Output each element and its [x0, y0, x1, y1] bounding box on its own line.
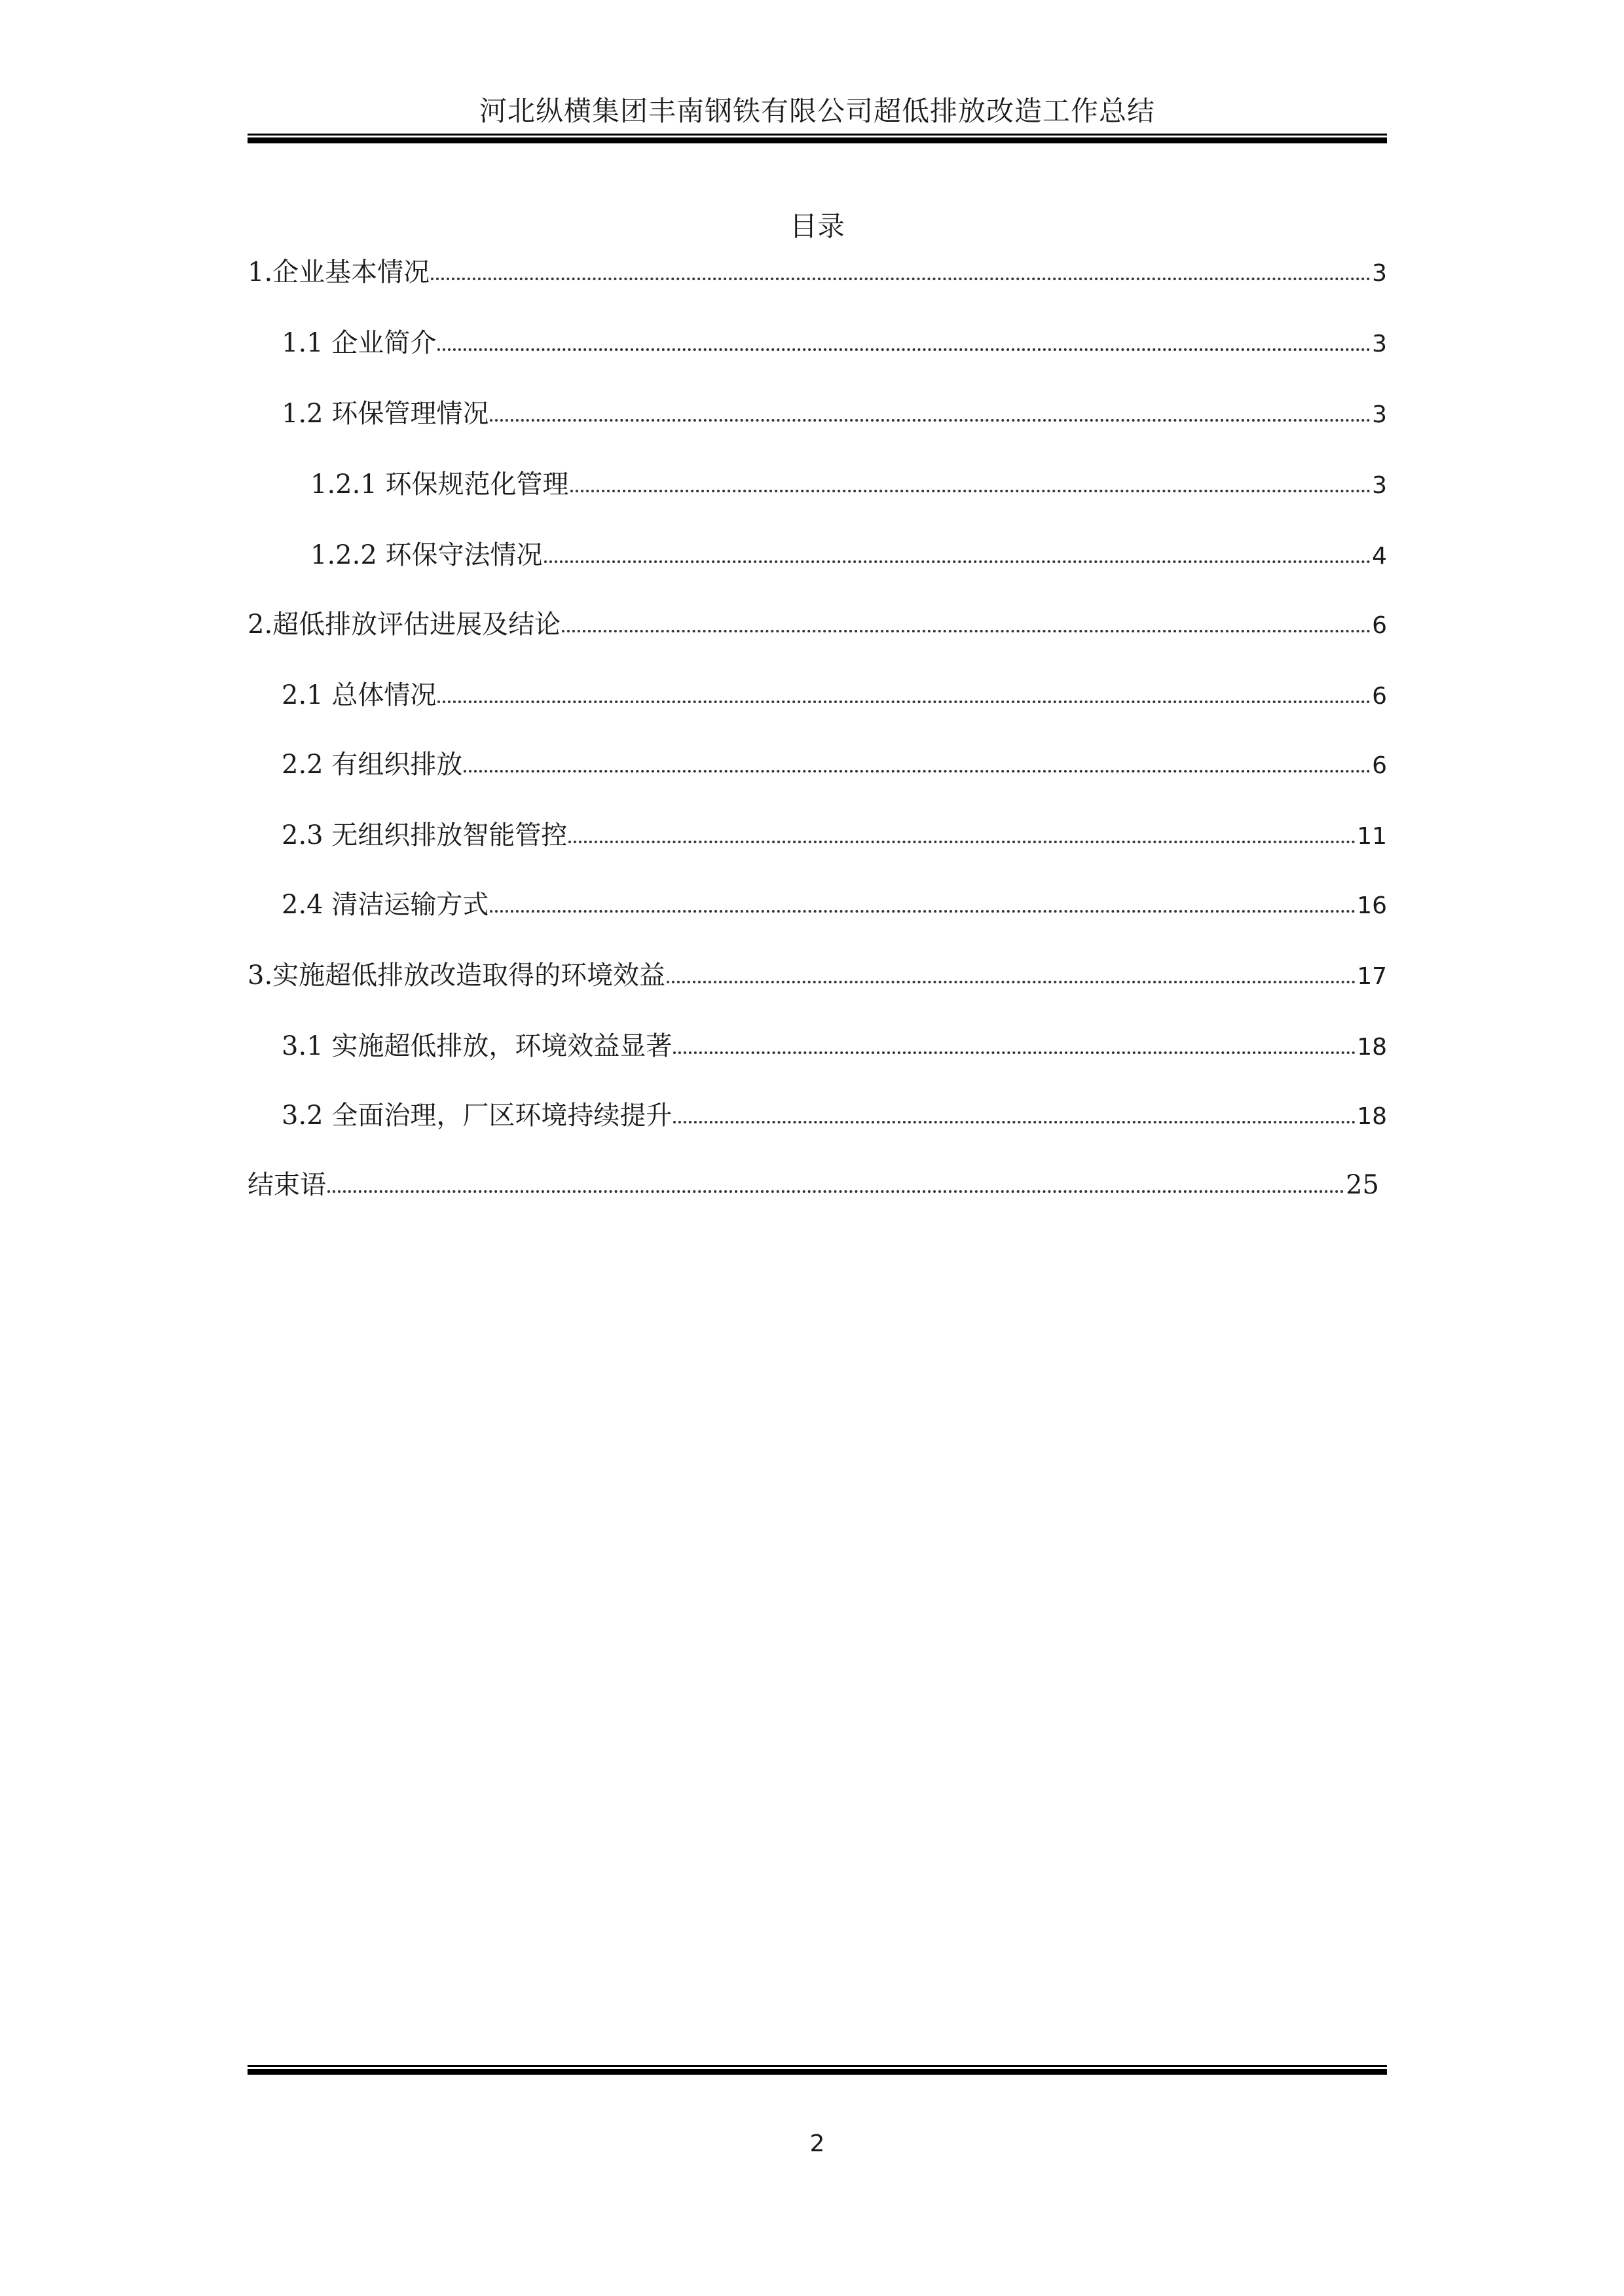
page-number: 2	[809, 2130, 825, 2157]
toc-title: 目录	[789, 210, 845, 242]
toc-leader-dots	[431, 278, 1371, 280]
toc-entry-label: 1.1 企业简介	[282, 328, 437, 358]
toc-entry-page: 4	[1372, 543, 1387, 570]
toc-entry-page: 6	[1372, 752, 1387, 779]
toc-entry-page: 6	[1372, 612, 1387, 639]
toc-entry-page: 3	[1372, 260, 1387, 287]
toc-leader-dots	[544, 560, 1371, 563]
toc-entry-1-2[interactable]	[282, 395, 1387, 432]
toc-entry-page: 25	[1346, 1170, 1379, 1200]
toc-entry-page: 18	[1357, 1034, 1387, 1061]
toc-entry-label: 1.企业基本情况	[248, 257, 430, 287]
toc-entry-label: 3.实施超低排放改造取得的环境效益	[248, 960, 666, 991]
toc-entry-page: 3	[1372, 472, 1387, 499]
toc-entry-label: 2.3 无组织排放智能管控	[282, 820, 568, 850]
toc-leader-dots	[490, 910, 1356, 913]
toc-entry-label: 1.2 环保管理情况	[282, 399, 489, 429]
toc-entry-2[interactable]	[248, 606, 1387, 643]
footer-rule-thick	[248, 2069, 1387, 2075]
toc-leader-dots	[490, 419, 1371, 422]
toc-entry-conclusion[interactable]	[248, 1167, 1387, 1203]
toc-entry-label: 1.2.2 环保守法情况	[310, 540, 543, 570]
toc-entry-label: 2.2 有组织排放	[282, 750, 463, 780]
page-header-title: 河北纵横集团丰南钢铁有限公司超低排放改造工作总结	[479, 95, 1155, 127]
toc-leader-dots	[570, 490, 1371, 492]
toc-entry-page: 11	[1357, 823, 1387, 850]
toc-entry-1-1[interactable]	[282, 325, 1387, 361]
toc-entry-page: 3	[1372, 331, 1387, 357]
toc-entry-3-2[interactable]	[282, 1097, 1387, 1134]
toc-entry-page: 6	[1372, 683, 1387, 710]
toc-entry-3[interactable]	[248, 957, 1387, 994]
toc-leader-dots	[437, 701, 1371, 703]
toc-entry-page: 16	[1357, 892, 1387, 919]
header-rule-thin	[248, 134, 1387, 136]
toc-leader-dots	[673, 1121, 1356, 1123]
toc-leader-dots	[667, 981, 1356, 983]
toc-leader-dots	[464, 770, 1371, 773]
toc-leader-dots	[568, 841, 1356, 843]
toc-entry-1-2-1[interactable]	[310, 466, 1387, 503]
toc-entry-label: 3.2 全面治理，厂区环境持续提升	[282, 1101, 673, 1131]
toc-entry-1-2-2[interactable]	[310, 537, 1387, 574]
toc-entry-3-1[interactable]	[282, 1028, 1387, 1065]
toc-entry-page: 3	[1372, 401, 1387, 428]
toc-leader-dots	[327, 1190, 1344, 1193]
toc-entry-2-3[interactable]	[282, 817, 1387, 854]
footer-rule-thin	[248, 2065, 1387, 2067]
toc-entry-2-2[interactable]	[282, 746, 1387, 783]
toc-entry-page: 18	[1357, 1103, 1387, 1130]
toc-entry-label: 3.1 实施超低排放，环境效益显著	[282, 1031, 673, 1061]
toc-entry-label: 2.超低排放评估进展及结论	[248, 610, 561, 640]
header-rule-thick	[248, 137, 1387, 143]
toc-entry-label: 2.4 清洁运输方式	[282, 890, 489, 920]
toc-entry-label: 结束语	[248, 1170, 326, 1200]
toc-entry-page: 17	[1357, 963, 1387, 990]
toc-leader-dots	[437, 348, 1371, 351]
toc-entry-1[interactable]	[248, 254, 1387, 291]
toc-entry-2-1[interactable]	[282, 677, 1387, 714]
toc-entry-label: 1.2.1 环保规范化管理	[310, 469, 569, 500]
toc-leader-dots	[673, 1051, 1356, 1054]
toc-entry-2-4[interactable]	[282, 886, 1387, 923]
toc-leader-dots	[562, 630, 1371, 632]
toc-entry-label: 2.1 总体情况	[282, 680, 437, 710]
